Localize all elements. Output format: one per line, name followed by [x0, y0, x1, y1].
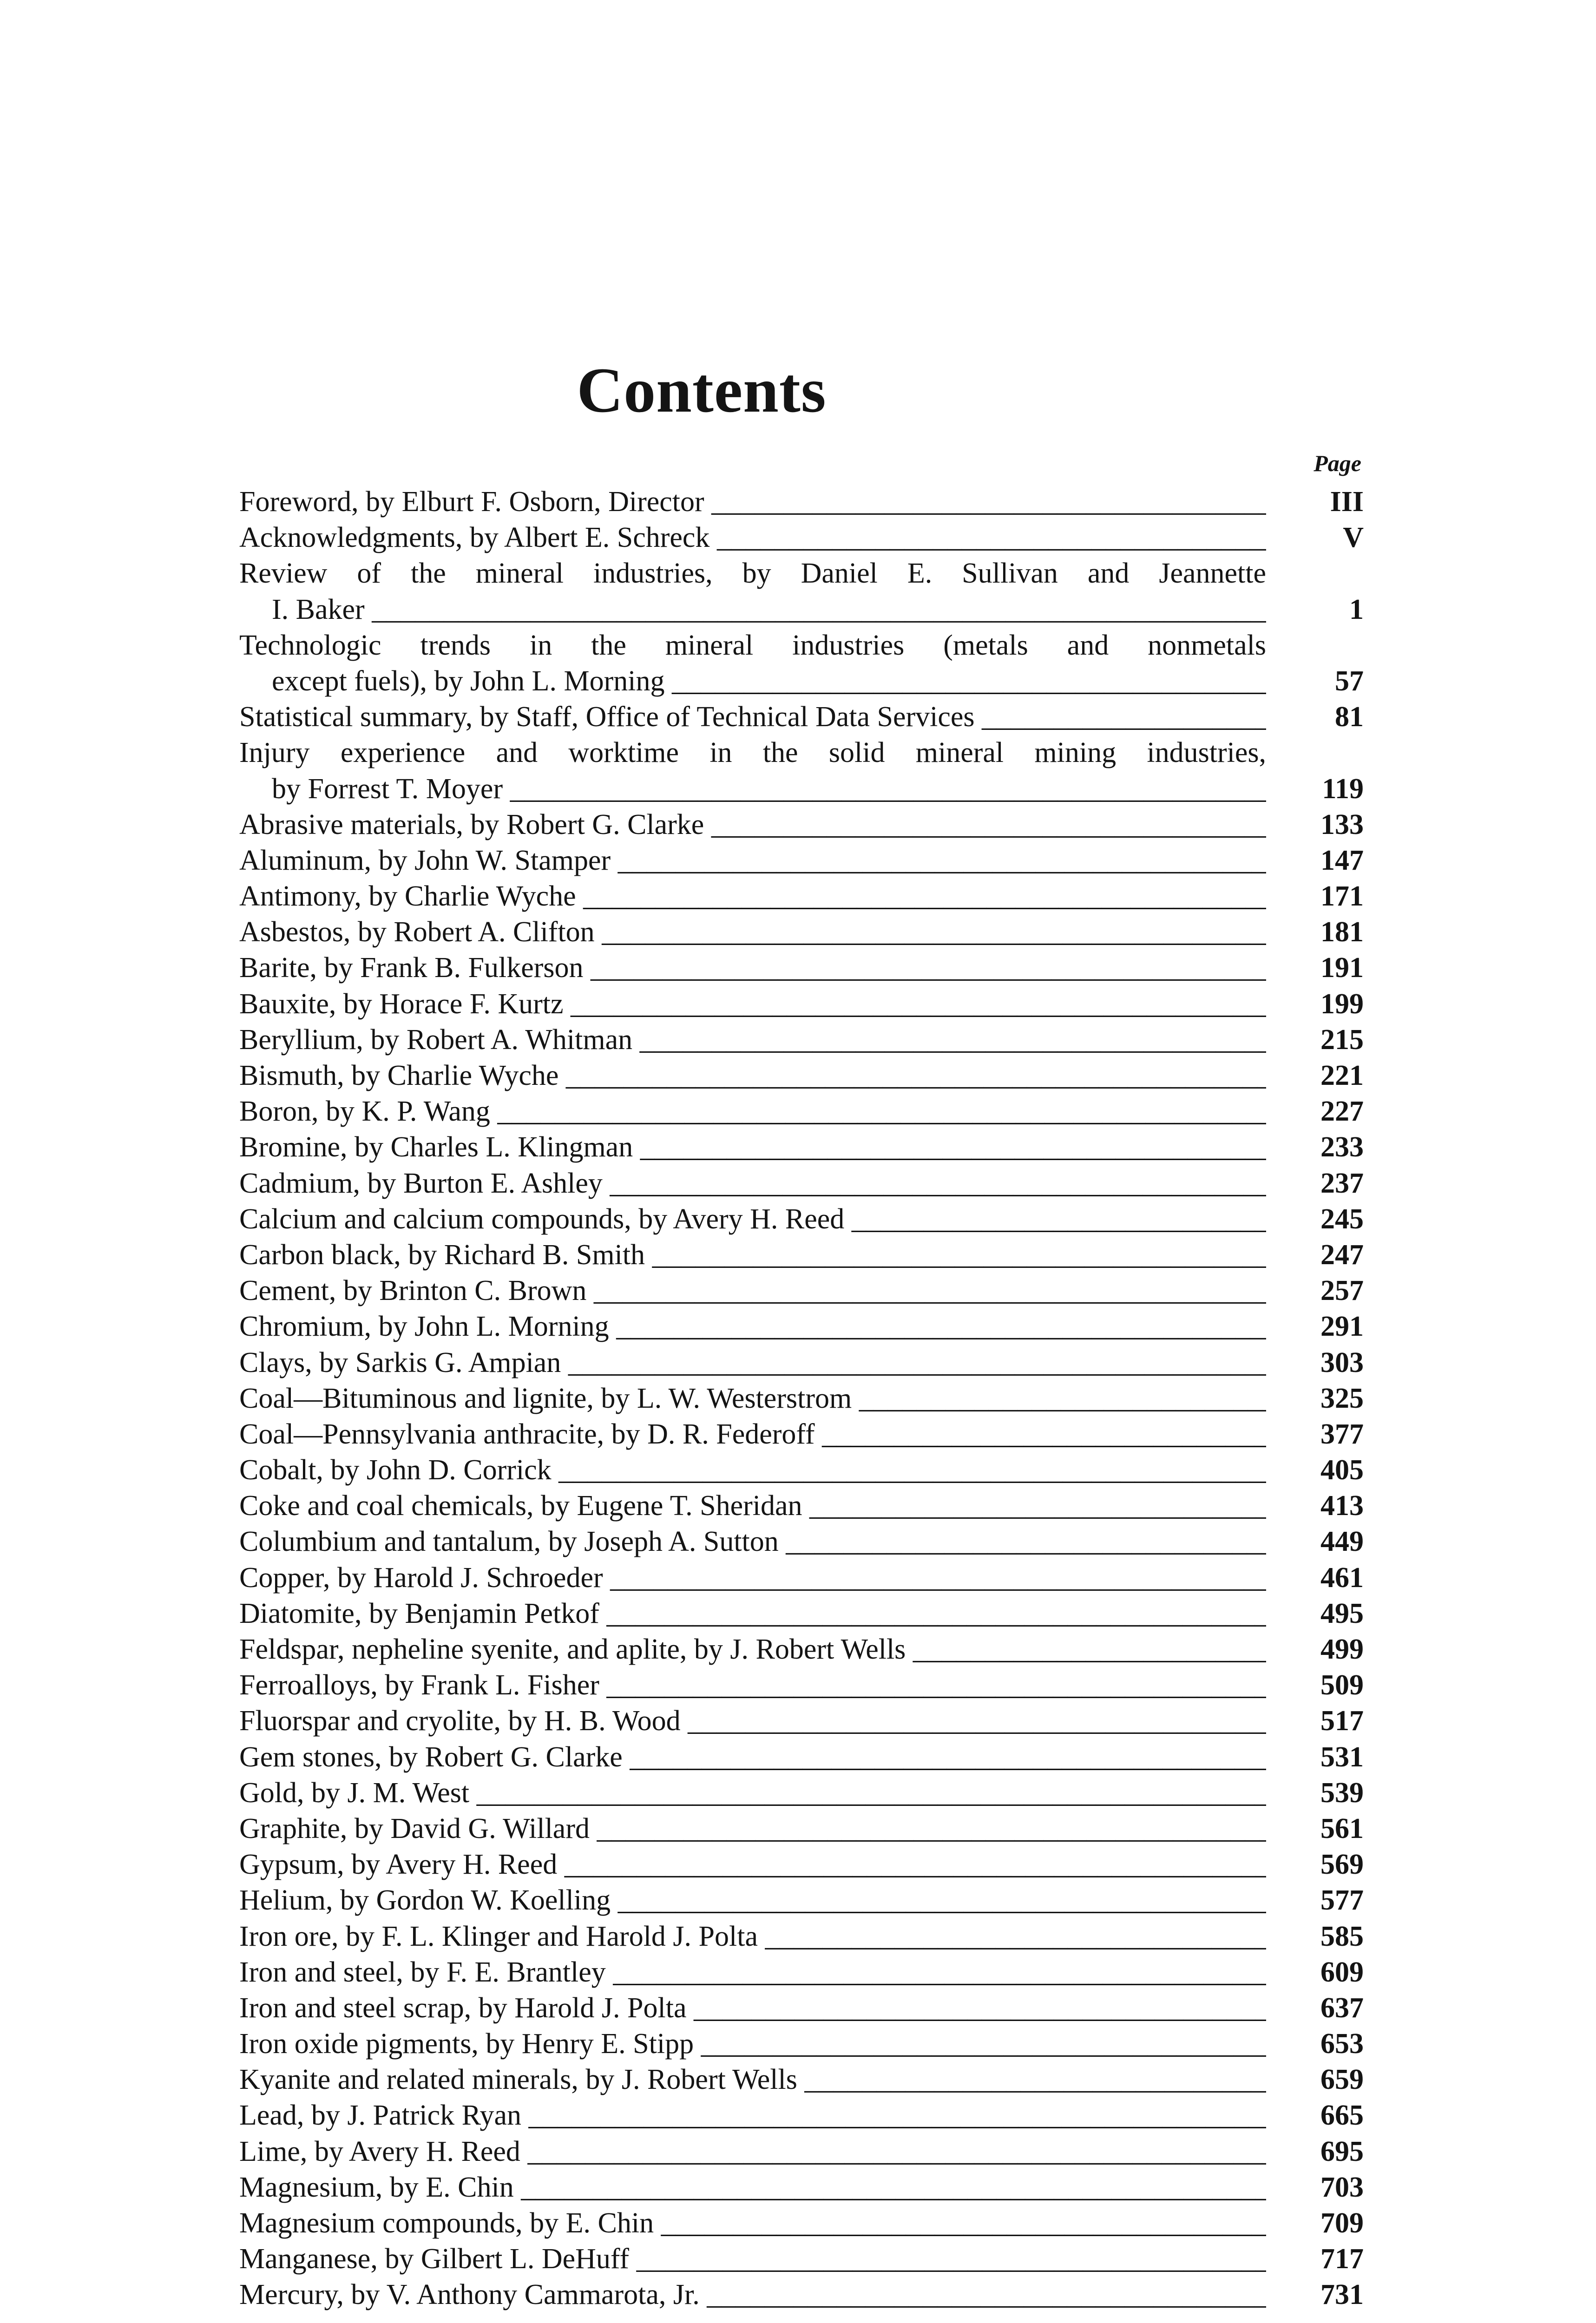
- toc-entry: [239, 1919, 1364, 1955]
- toc-entry-page: 509: [1320, 1669, 1364, 1701]
- toc-entry: [239, 879, 1364, 914]
- toc-entry-page: 133: [1320, 808, 1364, 840]
- toc-entry-title: Iron and steel, by F. E. Brantley _____: [239, 1955, 1266, 1990]
- toc-entry-page: 449: [1320, 1526, 1364, 1558]
- toc-entry: [239, 914, 1364, 950]
- toc-entry: [239, 1667, 1364, 1703]
- toc-entry-page: 709: [1320, 2207, 1364, 2239]
- toc-entry: [239, 1524, 1364, 1560]
- toc-entry: [239, 2134, 1364, 2170]
- toc-entry-page: III: [1330, 486, 1364, 518]
- toc-entry: [239, 735, 1364, 771]
- toc-entry-title: Ferroalloys, by Frank L. Fisher _____: [239, 1667, 1266, 1703]
- toc-entry: [239, 484, 1364, 520]
- toc-entry-page: 569: [1320, 1849, 1364, 1881]
- toc-entry-title: Magnesium, by E. Chin _____: [239, 2170, 1266, 2205]
- toc-entry: [239, 1990, 1364, 2026]
- toc-entry-page: 653: [1320, 2028, 1364, 2060]
- toc-entry: [239, 1094, 1364, 1129]
- toc-entry-title: Coke and coal chemicals, by Eugene T. Sheridan _____: [239, 1488, 1266, 1524]
- toc-entry-page: 233: [1320, 1131, 1364, 1163]
- toc-entry-title: Technologic trends in the mineral industries (metals and nonmetals: [239, 629, 1266, 661]
- toc-entry: [239, 986, 1364, 1022]
- toc-entry-page: 585: [1320, 1920, 1364, 1952]
- toc-entry-title: except fuels), by John L. Morning _____: [272, 663, 1266, 699]
- toc-entry: [239, 592, 1364, 628]
- toc-entry-title: Calcium and calcium compounds, by Avery H. Reed _____: [239, 1201, 1266, 1237]
- toc-entry: [239, 1703, 1364, 1739]
- toc-entry: [239, 771, 1364, 807]
- toc-entry-title: Gypsum, by Avery H. Reed _____: [239, 1847, 1266, 1883]
- toc-entry-title: Iron ore, by F. L. Klinger and Harold J. Polta _____: [239, 1919, 1266, 1955]
- toc-entry-title: Bauxite, by Horace F. Kurtz _____: [239, 986, 1266, 1022]
- toc-entry-title: Antimony, by Charlie Wyche _____: [239, 879, 1266, 914]
- toc-entry-page: 227: [1320, 1096, 1364, 1128]
- toc-entry-title: Graphite, by David G. Willard _____: [239, 1811, 1266, 1847]
- toc-entry-page: 199: [1320, 988, 1364, 1020]
- toc-entry-page: 413: [1320, 1490, 1364, 1522]
- toc-entry: [239, 1596, 1364, 1632]
- toc-entry-page: 291: [1320, 1311, 1364, 1343]
- toc-entry-page: 637: [1320, 1992, 1364, 2024]
- toc-entry-page: 81: [1335, 701, 1364, 733]
- toc-entry-title: by Forrest T. Moyer _____: [272, 771, 1266, 807]
- toc-entry-title: Helium, by Gordon W. Koelling _____: [239, 1883, 1266, 1918]
- toc-entry-page: 191: [1320, 952, 1364, 984]
- toc-entry-title: Lead, by J. Patrick Ryan _____: [239, 2098, 1266, 2133]
- toc-entry-title: Clays, by Sarkis G. Ampian _____: [239, 1345, 1266, 1381]
- toc-entry-page: 221: [1320, 1060, 1364, 1091]
- toc-entry-page: 609: [1320, 1956, 1364, 1988]
- toc-entry: [239, 1058, 1364, 1094]
- toc-entry-page: 539: [1320, 1777, 1364, 1809]
- toc-entry-page: 247: [1320, 1239, 1364, 1271]
- toc-entry: [239, 1632, 1364, 1667]
- toc-entry-page: 665: [1320, 2100, 1364, 2132]
- toc-entry: [239, 1201, 1364, 1237]
- toc-entry-page: 257: [1320, 1275, 1364, 1307]
- toc-entry-title: Kyanite and related minerals, by J. Robert Wells _____: [239, 2062, 1266, 2098]
- toc-entry-title: Review of the mineral industries, by Daniel E. Sullivan and Jeannette: [239, 558, 1266, 590]
- table-of-contents: [239, 484, 1364, 2313]
- toc-entry: [239, 2241, 1364, 2277]
- toc-entry-title: Coal—Pennsylvania anthracite, by D. R. Federoff _____: [239, 1417, 1266, 1452]
- toc-entry: [239, 1345, 1364, 1381]
- toc-entry-page: 119: [1322, 773, 1364, 805]
- toc-entry-title: Magnesium compounds, by E. Chin _____: [239, 2205, 1266, 2241]
- toc-entry: [239, 1811, 1364, 1847]
- toc-entry-title: Acknowledgments, by Albert E. Schreck _____: [239, 520, 1266, 556]
- toc-entry: [239, 699, 1364, 735]
- toc-entry-page: 1: [1349, 593, 1364, 625]
- toc-entry-page: 237: [1320, 1167, 1364, 1199]
- toc-entry-page: 577: [1320, 1884, 1364, 1916]
- toc-entry-page: 215: [1320, 1024, 1364, 1056]
- toc-entry: [239, 1883, 1364, 1918]
- toc-entry-title: Diatomite, by Benjamin Petkof _____: [239, 1596, 1266, 1632]
- toc-entry: [239, 1775, 1364, 1811]
- toc-entry-title: Cement, by Brinton C. Brown _____: [239, 1273, 1266, 1309]
- toc-entry: [239, 1237, 1364, 1273]
- page-title: Contents: [577, 354, 827, 426]
- toc-entry-page: 659: [1320, 2064, 1364, 2096]
- toc-entry-title: Gold, by J. M. West _____: [239, 1775, 1266, 1811]
- toc-entry-page: 303: [1320, 1346, 1364, 1378]
- toc-entry-page: 171: [1320, 880, 1364, 912]
- toc-entry: [239, 1488, 1364, 1524]
- toc-entry-title: Carbon black, by Richard B. Smith _____: [239, 1237, 1266, 1273]
- toc-entry: [239, 2205, 1364, 2241]
- toc-entry-title: Iron oxide pigments, by Henry E. Stipp _____: [239, 2026, 1266, 2062]
- toc-entry: [239, 663, 1364, 699]
- toc-entry: [239, 1381, 1364, 1417]
- toc-entry: [239, 1129, 1364, 1165]
- toc-entry-page: V: [1343, 522, 1364, 554]
- toc-entry-page: 147: [1320, 844, 1364, 876]
- toc-entry-title: Statistical summary, by Staff, Office of Technical Data Services _____: [239, 699, 1266, 735]
- toc-entry-title: Columbium and tantalum, by Joseph A. Sutton _____: [239, 1524, 1266, 1560]
- toc-entry-title: Boron, by K. P. Wang _____: [239, 1094, 1266, 1129]
- toc-entry-page: 495: [1320, 1597, 1364, 1629]
- toc-entry-title: Bromine, by Charles L. Klingman _____: [239, 1129, 1266, 1165]
- toc-entry: [239, 1739, 1364, 1775]
- toc-entry-title: Asbestos, by Robert A. Clifton _____: [239, 914, 1266, 950]
- toc-entry-title: Fluorspar and cryolite, by H. B. Wood _____: [239, 1703, 1266, 1739]
- toc-entry-page: 461: [1320, 1562, 1364, 1594]
- toc-entry-title: Injury experience and worktime in the solid mineral mining industries,: [239, 737, 1266, 769]
- toc-entry-title: Bismuth, by Charlie Wyche _____: [239, 1058, 1266, 1094]
- toc-entry: [239, 2277, 1364, 2313]
- toc-entry-title: Beryllium, by Robert A. Whitman _____: [239, 1022, 1266, 1058]
- toc-entry-page: 695: [1320, 2135, 1364, 2167]
- toc-entry: [239, 2170, 1364, 2205]
- toc-entry-title: Manganese, by Gilbert L. DeHuff _____: [239, 2241, 1266, 2277]
- toc-entry: [239, 1309, 1364, 1345]
- toc-entry-title: I. Baker _____: [272, 592, 1266, 628]
- toc-entry-page: 703: [1320, 2171, 1364, 2203]
- toc-entry-page: 499: [1320, 1634, 1364, 1665]
- toc-entry: [239, 1022, 1364, 1058]
- toc-entry: [239, 628, 1364, 663]
- toc-entry-title: Cobalt, by John D. Corrick _____: [239, 1452, 1266, 1488]
- toc-entry-title: Cadmium, by Burton E. Ashley _____: [239, 1166, 1266, 1201]
- toc-entry-title: Coal—Bituminous and lignite, by L. W. Westerstrom _____: [239, 1381, 1266, 1417]
- toc-entry-page: 561: [1320, 1812, 1364, 1844]
- toc-entry: [239, 1560, 1364, 1596]
- toc-entry-title: Gem stones, by Robert G. Clarke _____: [239, 1739, 1266, 1775]
- toc-entry-page: 405: [1320, 1454, 1364, 1486]
- toc-entry-page: 717: [1320, 2243, 1364, 2275]
- toc-entry-title: Aluminum, by John W. Stamper _____: [239, 843, 1266, 879]
- toc-entry: [239, 807, 1364, 843]
- toc-entry-title: Feldspar, nepheline syenite, and aplite, by J. Robert Wells _____: [239, 1632, 1266, 1667]
- toc-entry-title: Mercury, by V. Anthony Cammarota, Jr. _____: [239, 2277, 1266, 2313]
- toc-entry-page: 57: [1335, 665, 1364, 697]
- toc-entry-title: Chromium, by John L. Morning _____: [239, 1309, 1266, 1345]
- toc-entry-page: 181: [1320, 916, 1364, 948]
- toc-entry: [239, 1273, 1364, 1309]
- page-column-heading: Page: [1314, 450, 1361, 476]
- toc-entry-title: Iron and steel scrap, by Harold J. Polta _____: [239, 1990, 1266, 2026]
- toc-entry: [239, 1955, 1364, 1990]
- toc-entry: [239, 1417, 1364, 1452]
- toc-entry: [239, 2062, 1364, 2098]
- toc-entry: [239, 2026, 1364, 2062]
- toc-entry-page: 731: [1320, 2279, 1364, 2311]
- toc-entry-page: 531: [1320, 1741, 1364, 1773]
- toc-entry: [239, 520, 1364, 556]
- toc-entry: [239, 1452, 1364, 1488]
- toc-entry-title: Lime, by Avery H. Reed _____: [239, 2134, 1266, 2170]
- toc-entry-title: Abrasive materials, by Robert G. Clarke _____: [239, 807, 1266, 843]
- toc-entry-title: Barite, by Frank B. Fulkerson _____: [239, 950, 1266, 986]
- toc-entry: [239, 556, 1364, 591]
- toc-entry-page: 377: [1320, 1418, 1364, 1450]
- toc-entry-title: Foreword, by Elburt F. Osborn, Director _____: [239, 484, 1266, 520]
- toc-entry: [239, 843, 1364, 879]
- toc-entry: [239, 1166, 1364, 1201]
- toc-entry: [239, 950, 1364, 986]
- toc-entry-page: 325: [1320, 1382, 1364, 1414]
- toc-entry: [239, 1847, 1364, 1883]
- toc-entry-page: 245: [1320, 1203, 1364, 1235]
- toc-entry-title: Copper, by Harold J. Schroeder _____: [239, 1560, 1266, 1596]
- toc-entry-page: 517: [1320, 1705, 1364, 1737]
- toc-entry: [239, 2098, 1364, 2133]
